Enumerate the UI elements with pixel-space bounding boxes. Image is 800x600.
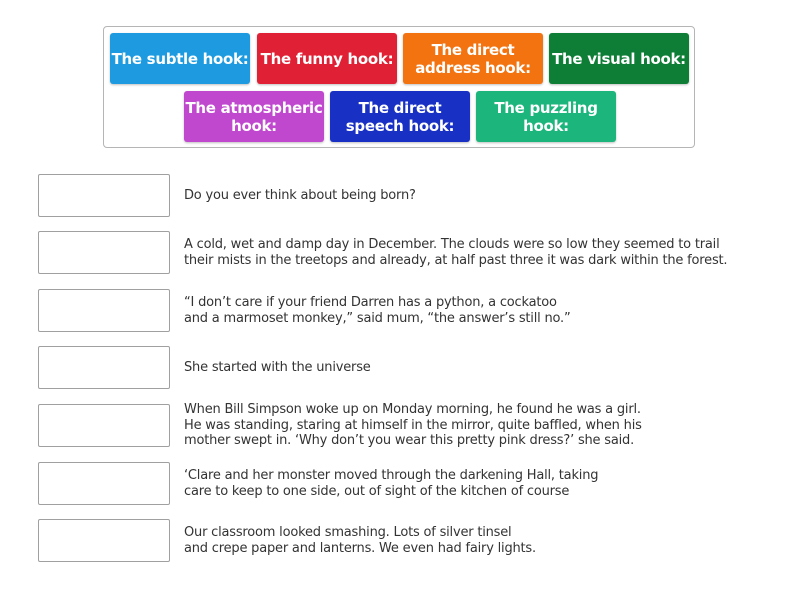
tile-label: The funny hook: [260, 49, 394, 68]
tile-direct-address-hook[interactable] [403, 33, 543, 84]
drop-target[interactable] [38, 519, 170, 562]
match-row [38, 174, 778, 218]
match-row [38, 346, 778, 390]
prompt-text: A cold, wet and damp day in December. The clouds were so low they seemed to trail their mists in the treetops and already, at half past three it was dark within the forest. [184, 237, 728, 268]
drop-target[interactable] [38, 404, 170, 447]
match-row [38, 462, 778, 506]
drop-target[interactable] [38, 231, 170, 274]
tile-label: The atmospheric [185, 98, 323, 117]
prompt-text: Our classroom looked smashing. Lots of silver tinsel and crepe paper and lanterns. We even had fairy lights. [184, 525, 536, 556]
tile-visual-hook[interactable] [549, 33, 689, 84]
prompt-text: Do you ever think about being born? [184, 187, 416, 203]
prompt-text: ‘Clare and her monster moved through the darkening Hall, taking care to keep to one side, out of sight of the kitchen of course [184, 468, 599, 499]
match-row [38, 519, 778, 563]
prompt-text: She started with the universe [184, 359, 371, 375]
tile-label: speech hook: [345, 116, 455, 135]
tile-label: The direct [431, 40, 515, 59]
drop-target[interactable] [38, 174, 170, 217]
match-row [38, 404, 778, 448]
prompt-text: “I don’t care if your friend Darren has a python, a cockatoo and a marmoset monkey,” said mum, “the answer’s still no.” [184, 295, 571, 326]
tile-atmospheric-hook[interactable] [184, 91, 324, 142]
tile-label: The subtle hook: [111, 49, 249, 68]
tile-label: The direct [358, 98, 442, 117]
drop-target[interactable] [38, 462, 170, 505]
tile-label: The visual hook: [552, 49, 686, 68]
match-row [38, 231, 778, 275]
drop-target[interactable] [38, 289, 170, 332]
prompt-text: When Bill Simpson woke up on Monday morning, he found he was a girl. He was standing, staring at himself in the mirror, quite baffled, when his mother swept in. ‘Why don’t you wear this pretty pink dress?’ she said. [184, 402, 642, 449]
drop-target[interactable] [38, 346, 170, 389]
answer-tiles-panel [103, 26, 695, 148]
tile-puzzling-hook[interactable] [476, 91, 616, 142]
tile-subtle-hook[interactable] [110, 33, 250, 84]
tile-label: address hook: [415, 58, 531, 77]
tile-label: hook: [231, 116, 277, 135]
match-row [38, 289, 778, 333]
tile-label: The puzzling [494, 98, 598, 117]
tile-funny-hook[interactable] [257, 33, 397, 84]
tile-direct-speech-hook[interactable] [330, 91, 470, 142]
tile-label: hook: [523, 116, 569, 135]
